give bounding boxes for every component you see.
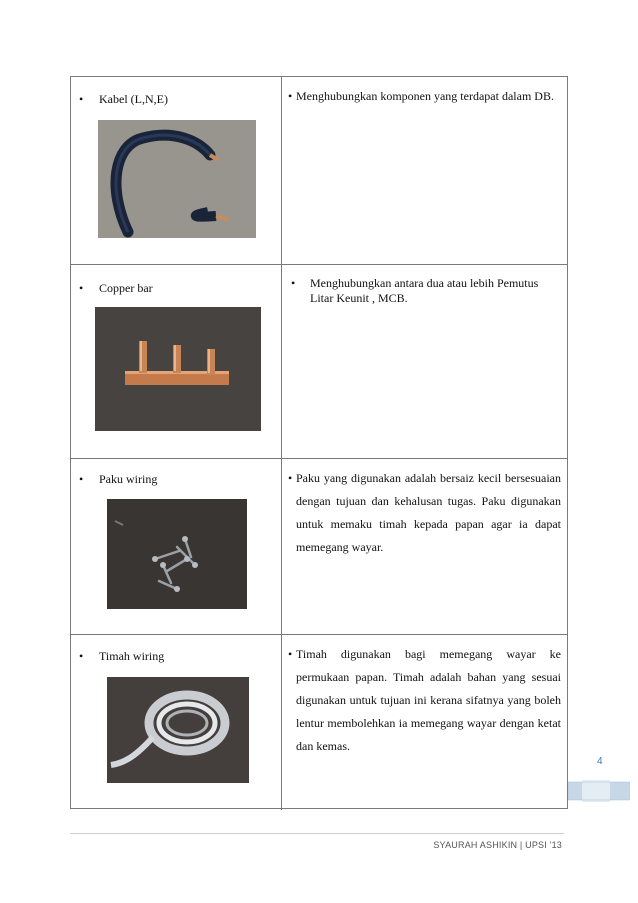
footer-divider <box>70 833 564 834</box>
wiring-nails-photo <box>107 499 247 609</box>
column-divider <box>281 265 282 458</box>
description-text: Menghubungkan komponen yang terdapat dalam DB. <box>296 89 554 103</box>
description-text: Paku yang digunakan adalah bersaiz kecil bersesuaian dengan tujuan dan kehalusan tugas. Paku digunakan untuk memaku timah kepada papan agar ia dapat memegang wayar. <box>296 471 561 554</box>
bullet: • <box>79 649 84 663</box>
bullet: • <box>79 281 84 295</box>
item-name: Paku wiring <box>99 472 158 486</box>
item-label <box>79 92 168 107</box>
footer-text: SYAURAH ASHIKIN | UPSI '13 <box>433 840 562 850</box>
table-row <box>71 265 567 459</box>
bullet: • <box>291 276 296 290</box>
bullet: • <box>79 472 84 486</box>
item-label <box>79 649 164 664</box>
tin-strip-roll-photo <box>107 677 249 783</box>
column-divider <box>281 459 282 634</box>
item-name: Kabel (L,N,E) <box>99 92 168 106</box>
item-label <box>79 472 157 487</box>
item-name: Copper bar <box>99 281 153 295</box>
item-name: Timah wiring <box>99 649 165 663</box>
bullet: • <box>288 647 293 661</box>
column-divider <box>281 77 282 264</box>
description <box>288 643 561 758</box>
bullet: • <box>288 471 293 485</box>
item-label <box>79 281 153 296</box>
description <box>288 276 561 306</box>
page-number: 4 <box>597 756 603 767</box>
table-row <box>71 77 567 265</box>
description <box>288 467 561 559</box>
copper-bar-photo <box>95 307 261 431</box>
bullet: • <box>79 92 84 106</box>
page-tab-decoration <box>568 780 630 802</box>
bullet: • <box>288 89 293 103</box>
column-divider <box>281 635 282 810</box>
blue-cable-photo <box>98 120 256 238</box>
description-text: Menghubungkan antara dua atau lebih Pemutus Litar Keunit , MCB. <box>310 276 539 305</box>
description-text: Timah digunakan bagi memegang wayar ke permukaan papan. Timah adalah bahan yang sesuai digunakan untuk tujuan ini kerana sifatnya yang boleh lentur membolehkan ia memegang wayar dengan ketat dan kemas. <box>296 647 561 753</box>
table-row <box>71 459 567 635</box>
table-row <box>71 635 567 810</box>
description <box>288 85 561 108</box>
components-table <box>70 76 568 809</box>
